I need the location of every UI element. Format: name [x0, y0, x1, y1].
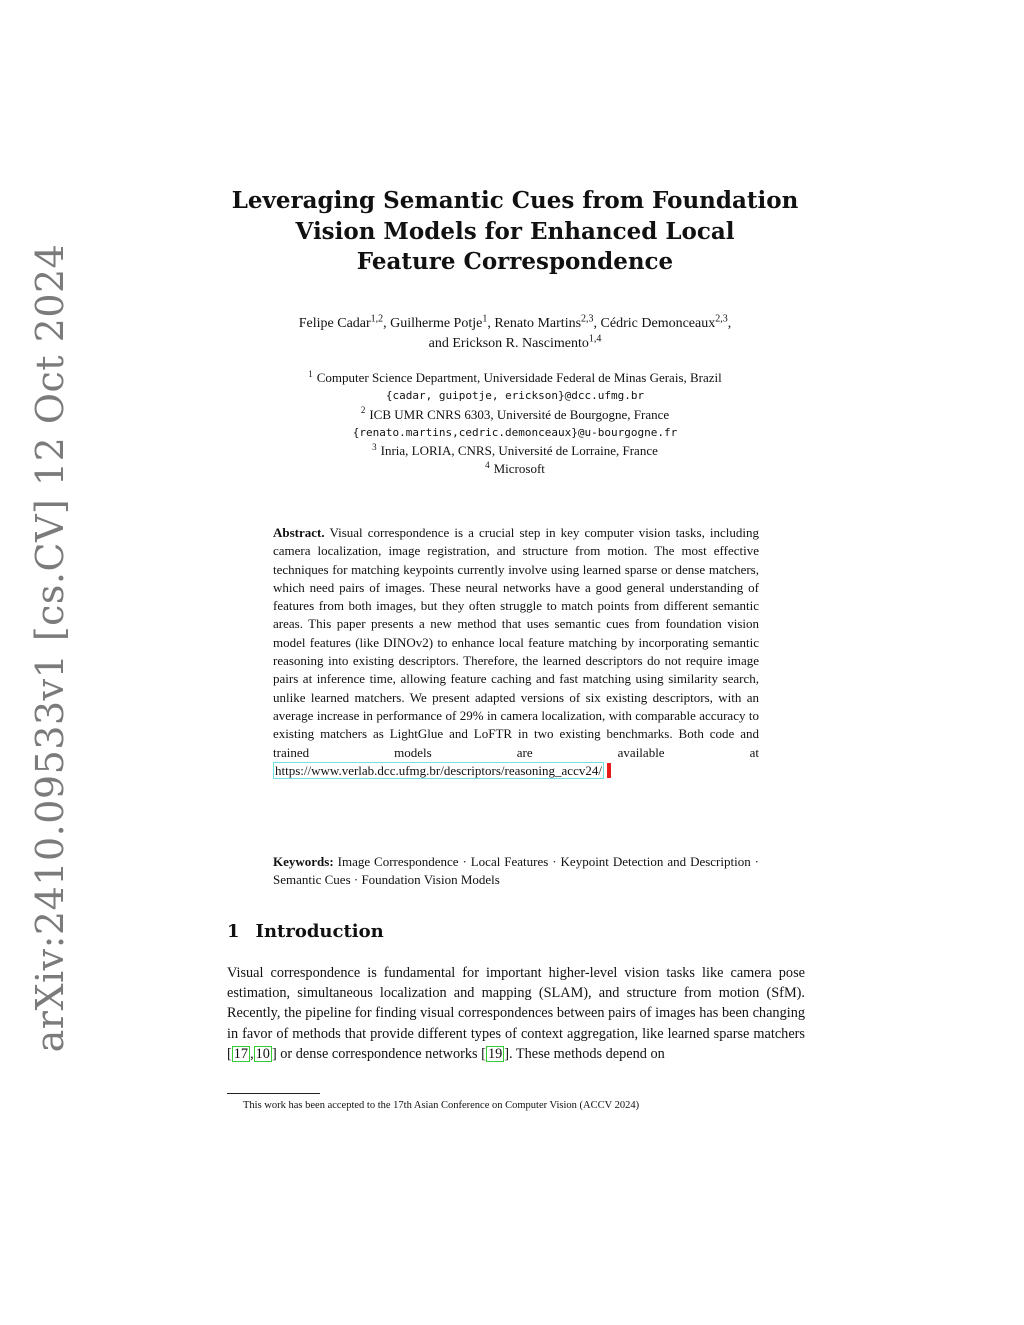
footnote: This work has been accepted to the 17th Asian Conference on Computer Vision (ACCV 2024): [243, 1100, 640, 1111]
author-name: Renato Martins: [494, 316, 582, 331]
keywords-text: Image Correspondence · Local Features · Keypoint Detection and Description · Semantic Cues · Foundation Vision Models: [273, 854, 759, 888]
citation-link[interactable]: 19: [487, 1045, 503, 1062]
link-marker: [607, 763, 611, 778]
keywords-label: Keywords:: [273, 854, 334, 869]
citation-link[interactable]: 10: [255, 1045, 270, 1062]
abstract-text: Visual correspondence is a crucial step in key computer vision tasks, including camera localization, image registration, and structure from motion. The most effective techniques for matching keypoints currently involve using learned sparse or dense matchers, which need pairs of images. These neural networks have a good general understanding of features from both images, but they often struggle to match points from different semantic areas. This paper presents a new method that uses semantic cues from foundation vision model features (like DINOv2) to enhance local feature matching by incorporating semantic reasoning into existing descriptors. Therefore, the learned descriptors do not require image pairs at inference time, allowing feature caching and fast matching using similarity search, unlike learned matchers. We present adapted versions of six existing descriptors, with an average increase in performance of 29% in camera localization, with comparable accuracy to existing matchers as LightGlue and LoFTR in two existing benchmarks. Both code and trained models are available at: [273, 525, 760, 760]
affiliation-1: $^1$ Computer Science Department, Universidade Federal de Minas Gerais, Brazil: [308, 368, 722, 385]
email-1: {cadar, guipotje, erickson}@dcc.ufmg.br: [385, 389, 645, 403]
citation-link[interactable]: 17: [233, 1045, 249, 1062]
section-number: 1: [227, 921, 240, 942]
email-2: {renato.martins,cedric.demonceaux}@u-bourgogne.fr: [352, 425, 678, 439]
footnote-divider: [227, 1093, 320, 1094]
affiliation-4: $^4$ Microsoft: [485, 460, 545, 477]
title-line-3: Feature Correspondence: [356, 248, 674, 275]
arxiv-identifier: arXiv:2410.09533v1 [cs.CV] 12 Oct 2024: [28, 243, 72, 1053]
section-heading: [227, 921, 384, 942]
author-name: Felipe Cadar: [298, 316, 371, 331]
author-list: Felipe Cadar$^{1,2}$, Guilherme Potje$^1$, Renato Martins$^{2,3}$, Cédric Demonceaux$^{2,3}$, and Erickson R. Nascimento$^{1,4}$: [298, 313, 732, 351]
affiliations: [160, 369, 870, 479]
affiliation-2: $^2$ ICB UMR CNRS 6303, Université de Bourgogne, France: [360, 405, 670, 422]
code-link[interactable]: https://www.verlab.dcc.ufmg.br/descriptors/reasoning_accv24/: [275, 762, 602, 778]
keywords: [273, 853, 759, 890]
intro-paragraph: Visual correspondence is fundamental for important higher-level vision tasks like camera pose estimation, simultaneous localization and mapping (SLAM), and structure from motion (SfM). Recently, the pipeline for finding visual correspondences between pairs of images has been changing in favor of methods that provide different types of context aggregation, like learned sparse matchers [ 17 , 10 ] or dense correspondence networks [ 19 ]. These methods depend on: [227, 965, 805, 1062]
author-name: Guilherme Potje: [390, 316, 483, 331]
abstract-label: Abstract.: [273, 525, 325, 540]
section-title: Introduction: [255, 921, 384, 942]
title-line-1: Leveraging Semantic Cues from Foundation: [231, 187, 799, 214]
title-line-2: Vision Models for Enhanced Local: [295, 217, 735, 245]
author-name: Cédric Demonceaux: [600, 316, 716, 331]
abstract: [273, 524, 759, 780]
author-name: and Erickson R. Nascimento: [428, 336, 589, 351]
paper-title: [200, 186, 830, 278]
affiliation-3: $^3$ Inria, LORIA, CNRS, Université de Lorraine, France: [372, 441, 658, 459]
